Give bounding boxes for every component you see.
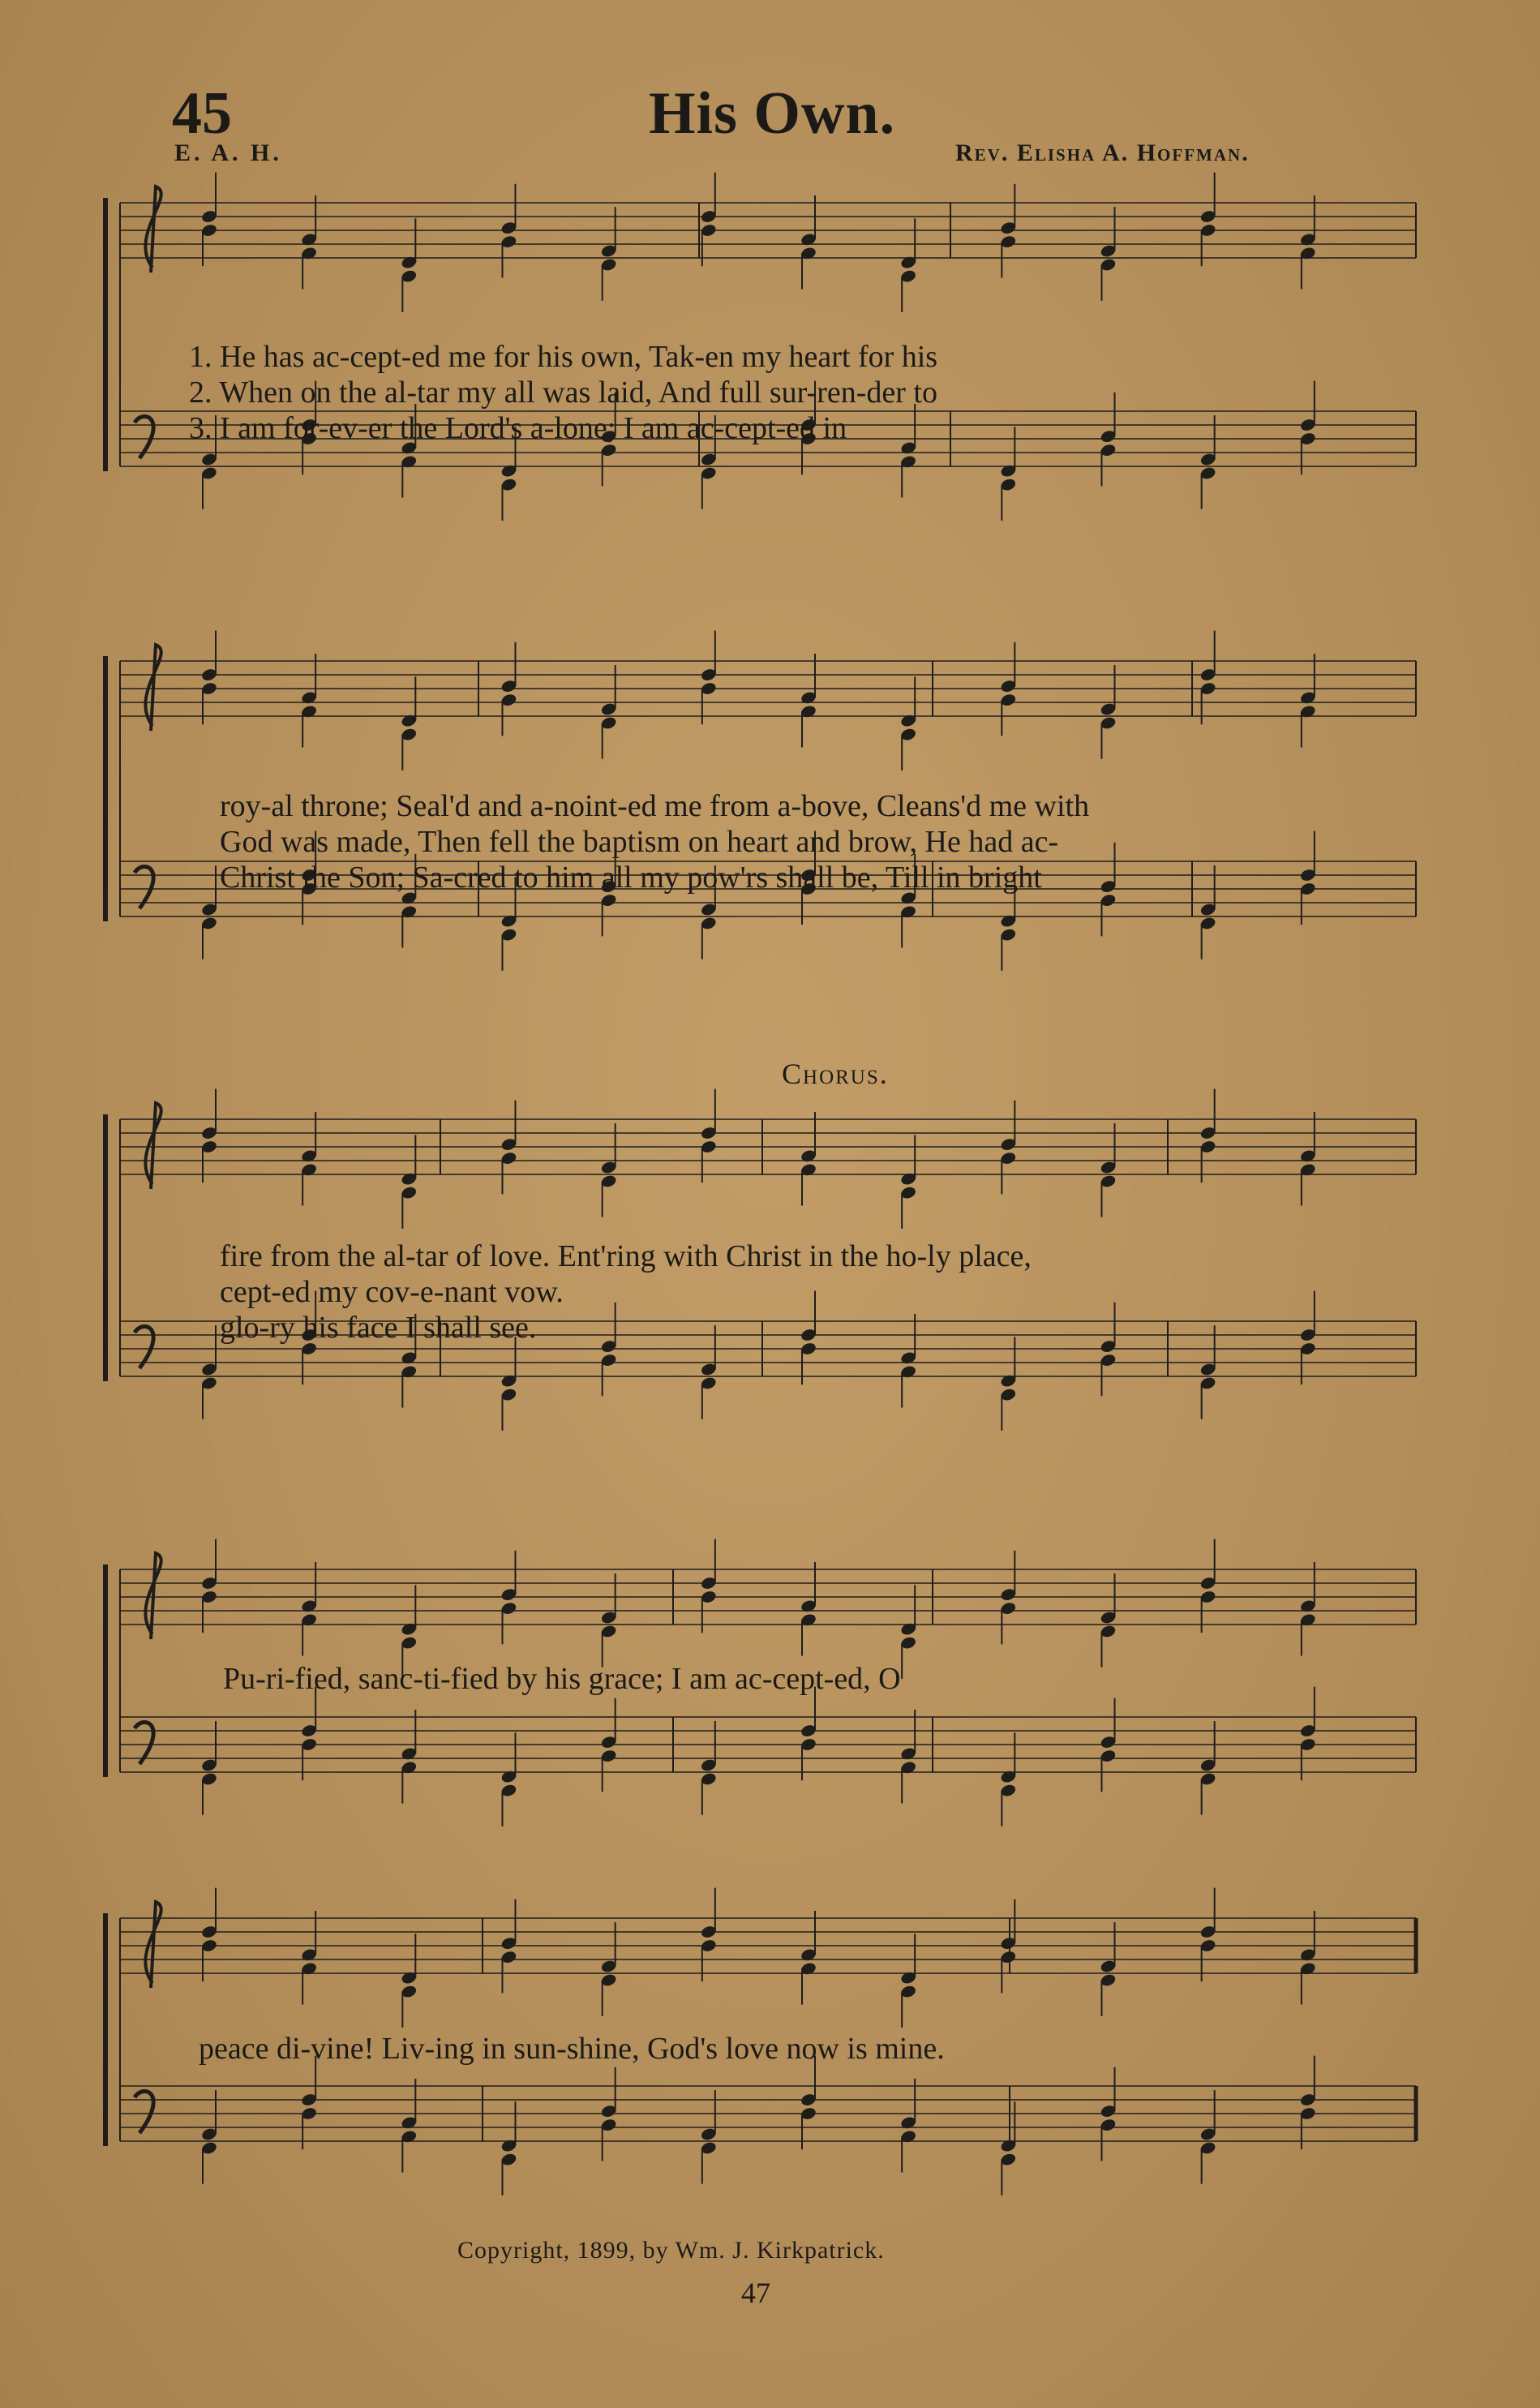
lyric-line-s3-v1: fire from the al-tar of love. Ent'ring with Christ in the ho-ly place,: [220, 1239, 1032, 1273]
lyric-line-s2-v2: God was made, Then fell the baptism on heart and brow, He had ac-: [220, 825, 1059, 859]
hymn-title: His Own.: [649, 80, 896, 147]
lyric-line-s2-v3: Christ the Son; Sa-cred to him all my pow'rs shall be, Till in bright: [220, 861, 1042, 895]
treble-clef: [145, 645, 161, 731]
lyric-line-s4: Pu-ri-fied, sanc-ti-fied by his grace; I am ac-cept-ed, O: [223, 1662, 901, 1696]
lyric-line-s1-v2: 2. When on the al-tar my all was laid, And full sur-ren-der to: [189, 376, 937, 410]
composer-credit: Rev. Elisha A. Hoffman.: [955, 140, 1250, 166]
lyric-line-s3-v2: cept-ed my cov-e-nant vow.: [220, 1275, 564, 1309]
treble-clef: [145, 1902, 161, 1988]
lyric-line-s2-v1: roy-al throne; Seal'd and a-noint-ed me from a-bove, Cleans'd me with: [220, 789, 1090, 823]
lyricist-credit: E. A. H.: [174, 140, 282, 166]
treble-clef: [145, 187, 161, 273]
treble-clef: [145, 1103, 161, 1189]
copyright-notice: Copyright, 1899, by Wm. J. Kirkpatrick.: [457, 2237, 885, 2264]
chorus-label: Chorus.: [782, 1058, 889, 1090]
treble-clef: [145, 1553, 161, 1639]
page-number: 47: [741, 2277, 770, 2309]
lyric-line-s1-v3: 3. I am for-ev-er the Lord's a-lone; I am ac-cept-ed in: [189, 411, 847, 445]
lyric-line-s5: peace di-vine! Liv-ing in sun-shine, God's love now is mine.: [199, 2032, 945, 2066]
hymn-number: 45: [172, 80, 232, 147]
lyric-line-s1-v1: 1. He has ac-cept-ed me for his own, Tak-en my heart for his: [189, 340, 938, 374]
lyric-line-s3-v3: glo-ry his face I shall see.: [220, 1311, 537, 1345]
